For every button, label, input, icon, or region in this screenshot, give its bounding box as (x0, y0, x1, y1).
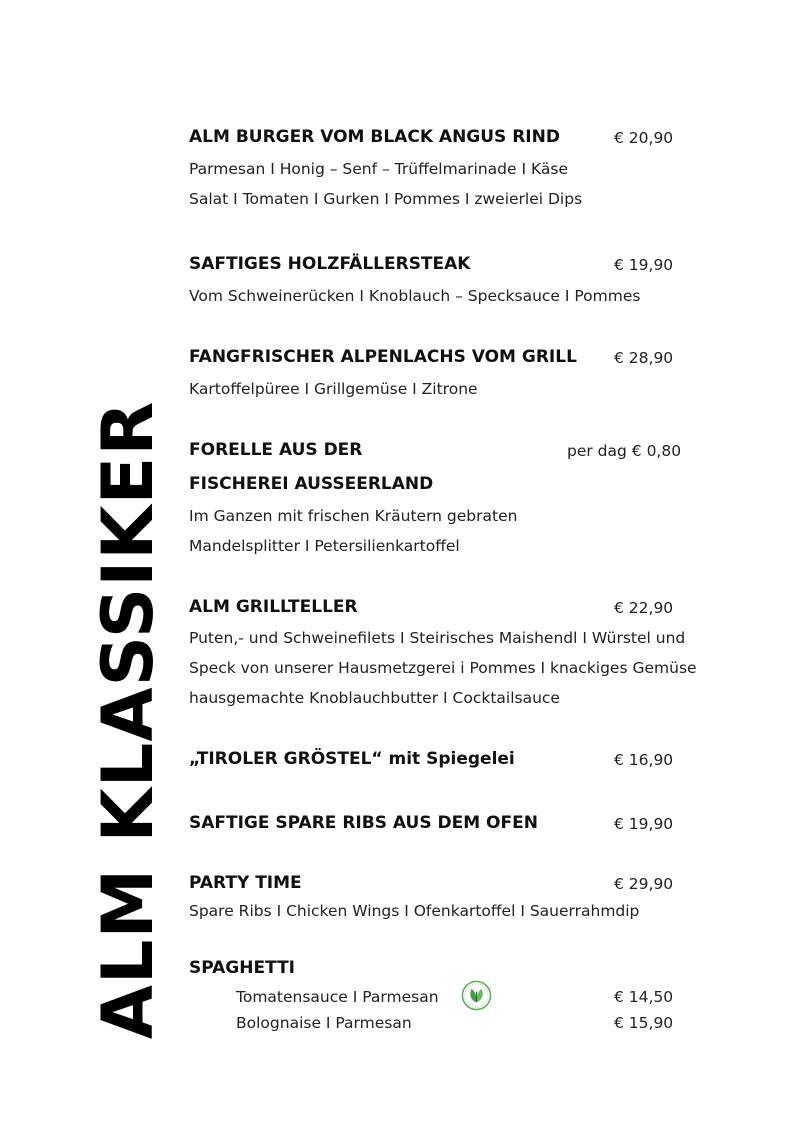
item-price: € 28,90 (614, 349, 674, 367)
item-description: Im Ganzen mit frischen Kräutern gebraten (189, 507, 518, 525)
item-description: Parmesan I Honig – Senf – Trüffelmarinade I Käse (189, 160, 568, 178)
item-title: SAFTIGES HOLZFÄLLERSTEAK (189, 254, 471, 274)
variant-price: € 14,50 (614, 988, 674, 1006)
item-description: Vom Schweinerücken I Knoblauch – Specksauce I Pommes (189, 287, 641, 305)
item-price: € 19,90 (614, 815, 674, 833)
item-title: FANGFRISCHER ALPENLACHS VOM GRILL (189, 347, 577, 367)
item-price: € 22,90 (614, 599, 674, 617)
item-price: € 16,90 (614, 751, 674, 769)
item-title: SAFTIGE SPARE RIBS AUS DEM OFEN (189, 813, 538, 833)
item-price: € 19,90 (614, 256, 674, 274)
item-title: „TIROLER GRÖSTEL“ mit Spiegelei (189, 749, 515, 769)
item-description: hausgemachte Knoblauchbutter I Cocktailsauce (189, 689, 560, 707)
variant-label: Tomatensauce I Parmesan (236, 988, 439, 1006)
variant-price: € 15,90 (614, 1014, 674, 1032)
item-description: Spare Ribs I Chicken Wings I Ofenkartoffel I Sauerrahmdip (189, 902, 640, 920)
item-description: Kartoffelpüree I Grillgemüse I Zitrone (189, 380, 478, 398)
item-price: per dag € 0,80 (567, 442, 682, 460)
item-title: FISCHEREI AUSSEERLAND (189, 474, 434, 494)
section-title: ALM KLASSIKER (87, 400, 169, 1040)
item-title: FORELLE AUS DER (189, 440, 363, 460)
variant-label: Bolognaise I Parmesan (236, 1014, 412, 1032)
item-description: Salat I Tomaten I Gurken I Pommes I zweierlei Dips (189, 190, 583, 208)
vegan-leaf-icon (461, 980, 492, 1011)
item-description: Speck von unserer Hausmetzgerei i Pommes I knackiges Gemüse (189, 659, 697, 677)
item-description: Puten,- und Schweinefilets I Steirisches Maishendl I Würstel und (189, 629, 686, 647)
item-title: PARTY TIME (189, 873, 302, 893)
item-price: € 20,90 (614, 129, 674, 147)
item-title: ALM GRILLTELLER (189, 597, 358, 617)
item-title: ALM BURGER VOM BLACK ANGUS RIND (189, 127, 560, 147)
item-price: € 29,90 (614, 875, 674, 893)
item-title: SPAGHETTI (189, 958, 296, 978)
item-description: Mandelsplitter I Petersilienkartoffel (189, 537, 460, 555)
